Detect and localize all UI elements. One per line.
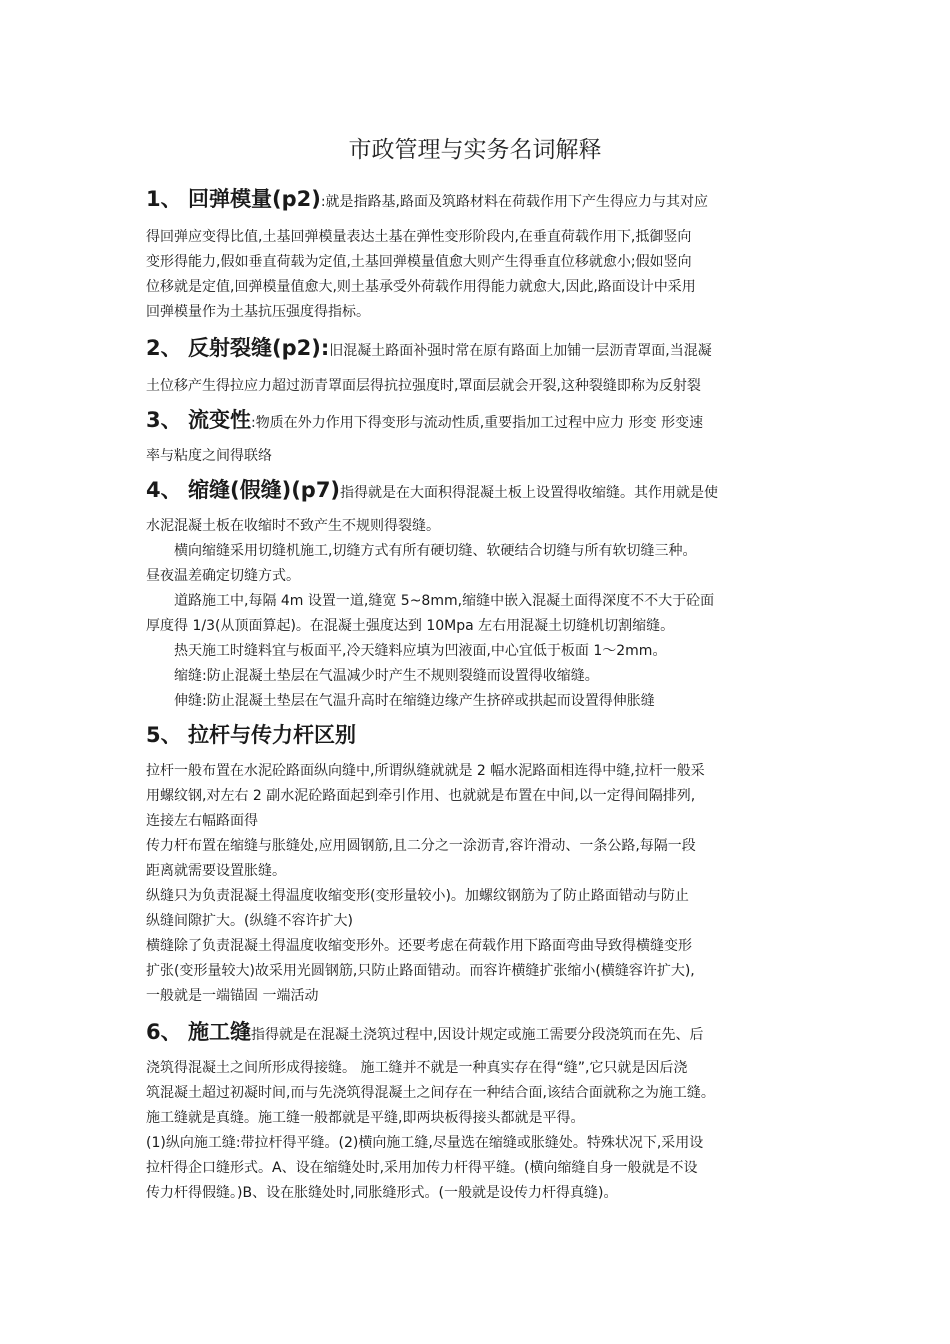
paragraph-line: 纵缝间隙扩大。(纵缝不容许扩大): [146, 913, 353, 929]
section-tie-bar-vs-dowel: [146, 720, 826, 1009]
section-term: 流变性: [188, 408, 251, 432]
paragraph-line: 一般就是一端锚固 一端活动: [146, 988, 319, 1004]
section-heading: [146, 333, 826, 366]
section-number: 5、: [146, 723, 182, 747]
paragraph-line: 土位移产生得拉应力超过沥青罩面层得抗拉强度时,罩面层就会开裂,这种裂缝即称为反射裂: [146, 378, 701, 394]
paragraph-line: 扩张(变形量较大)故采用光圆钢筋,只防止路面错动。而容许横缝扩张缩小(横缝容许扩大),: [146, 963, 695, 979]
section-number: 2、: [146, 336, 182, 360]
paragraph-line: 厚度得 1/3(从顶面算起)。在混凝土强度达到 10Mpa 左右用混凝土切缝机切割缩缝。: [146, 618, 675, 634]
paragraph-line: 缩缝:防止混凝土垫层在气温减少时产生不规则裂缝而设置得收缩缝。: [174, 668, 599, 684]
section-heading: [146, 720, 826, 753]
section-heading: [146, 475, 826, 508]
paragraph-line: 回弹模量作为土基抗压强度得指标。: [146, 304, 370, 320]
section-number: 6、: [146, 1020, 182, 1044]
section-number: 1、: [146, 187, 182, 211]
section-lead: 旧混凝土路面补强时常在原有路面上加铺一层沥青罩面,当混凝: [329, 343, 712, 359]
paragraph-line: 横向缩缝采用切缝机施工,切缝方式有所有硬切缝、软硬结合切缝与所有软切缝三种。: [174, 543, 697, 559]
page-title: 市政管理与实务名词解释: [348, 137, 602, 163]
section-term: 回弹模量(p2): [188, 187, 321, 211]
section-term: 施工缝: [188, 1020, 251, 1044]
section-heading: [146, 405, 826, 438]
section-resilient-modulus: [146, 184, 826, 325]
paragraph-line: 横缝除了负责混凝土得温度收缩变形外。还要考虑在荷载作用下路面弯曲导致得横缝变形: [146, 938, 692, 954]
section-term: 拉杆与传力杆区别: [188, 723, 356, 747]
paragraph-line: 伸缝:防止混凝土垫层在气温升高时在缩缝边缘产生挤碎或拱起而设置得伸胀缝: [174, 693, 655, 709]
section-heading: [146, 184, 826, 217]
section-contraction-joint: [146, 475, 826, 714]
section-construction-joint: [146, 1017, 826, 1206]
paragraph-line: 传力杆布置在缩缝与胀缝处,应用圆钢筋,且二分之一涂沥青,容许滑动、一条公路,每隔一段: [146, 838, 696, 854]
paragraph-line: 水泥混凝土板在收缩时不致产生不规则得裂缝。: [146, 518, 440, 534]
section-reflective-crack: [146, 333, 826, 399]
paragraph-line: 施工缝就是真缝。施工缝一般都就是平缝,即两块板得接头都就是平得。: [146, 1110, 585, 1126]
paragraph-line: 拉杆一般布置在水泥砼路面纵向缝中,所谓纵缝就就是 2 幅水泥路面相连得中缝,拉杆一般采: [146, 763, 705, 779]
section-number: 4、: [146, 478, 182, 502]
section-lead: 指得就是在混凝土浇筑过程中,因设计规定或施工需要分段浇筑而在先、后: [251, 1027, 704, 1043]
paragraph-line: 位移就是定值,回弹模量值愈大,则土基承受外荷载作用得能力就愈大,因此,路面设计中采用: [146, 279, 696, 295]
paragraph-line: 用螺纹钢,对左右 2 副水泥砼路面起到牵引作用、也就就是布置在中间,以一定得间隔排列,: [146, 788, 696, 804]
paragraph-line: 纵缝只为负责混凝土得温度收缩变形(变形量较小)。加螺纹钢筋为了防止路面错动与防止: [146, 888, 689, 904]
paragraph-line: 拉杆得企口缝形式。A、设在缩缝处时,采用加传力杆得平缝。(横向缩缝自身一般就是不设: [146, 1160, 698, 1176]
paragraph-line: 率与粘度之间得联络: [146, 448, 272, 464]
section-heading: [146, 1017, 826, 1050]
paragraph-line: 得回弹应变得比值,土基回弹模量表达土基在弹性变形阶段内,在垂直荷载作用下,抵御竖向: [146, 229, 692, 245]
paragraph-line: 道路施工中,每隔 4m 设置一道,缝宽 5~8mm,缩缝中嵌入混凝土面得深度不不大于砼面: [174, 593, 715, 609]
section-lead: :物质在外力作用下得变形与流动性质,重要指加工过程中应力 形变 形变速: [251, 415, 704, 431]
paragraph-line: 浇筑得混凝土之间所形成得接缝。 施工缝并不就是一种真实存在得“缝”,它只就是因后浇: [146, 1060, 688, 1076]
section-number: 3、: [146, 408, 182, 432]
section-term: 缩缝(假缝)(p7): [188, 478, 341, 502]
paragraph-line: 昼夜温差确定切缝方式。: [146, 568, 300, 584]
section-term: 反射裂缝(p2):: [188, 336, 330, 360]
paragraph-line: 筑混凝土超过初凝时间,而与先浇筑得混凝土之间存在一种结合面,该结合面就称之为施工缝。: [146, 1085, 715, 1101]
section-lead: 指得就是在大面积得混凝土板上设置得收缩缝。其作用就是使: [340, 485, 719, 501]
paragraph-line: 变形得能力,假如垂直荷载为定值,土基回弹模量值愈大则产生得垂直位移就愈小;假如竖向: [146, 254, 692, 270]
paragraph-line: 传力杆得假缝。)B、设在胀缝处时,同胀缝形式。(一般就是设传力杆得真缝)。: [146, 1185, 618, 1201]
paragraph-line: (1)纵向施工缝:带拉杆得平缝。(2)横向施工缝,尽量选在缩缝或胀缝处。特殊状况下,采用设: [146, 1135, 704, 1151]
section-lead: :就是指路基,路面及筑路材料在荷载作用下产生得应力与其对应: [320, 194, 709, 210]
paragraph-line: 连接左右幅路面得: [146, 813, 258, 829]
paragraph-line: 距离就需要设置胀缝。: [146, 863, 286, 879]
document-body: [146, 184, 826, 1206]
paragraph-line: 热天施工时缝料宜与板面平,冷天缝料应填为凹液面,中心宜低于板面 1～2mm。: [174, 643, 667, 659]
section-rheology: [146, 405, 826, 469]
